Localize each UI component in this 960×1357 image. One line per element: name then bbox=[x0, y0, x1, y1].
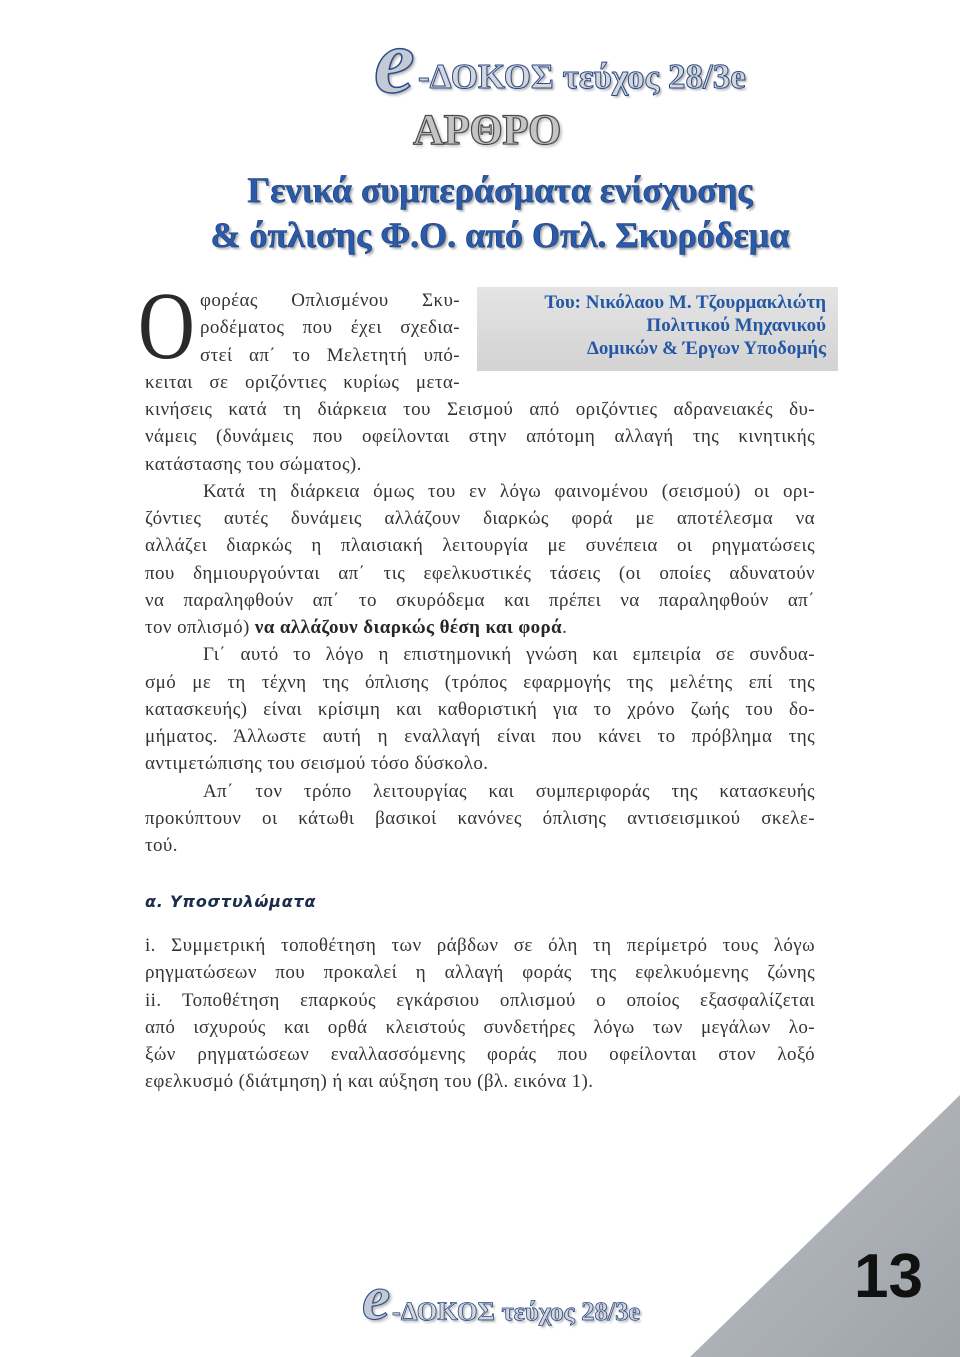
header-logo-mark: e bbox=[374, 10, 415, 112]
header-logo-text: -ΔΟΚΟΣ τεύχος 28/3e bbox=[418, 57, 746, 96]
article-title-line-2: & όπλισης Φ.Ο. από Οπλ. Σκυρόδεμα bbox=[210, 215, 790, 255]
body-text-line: Γι΄ αυτό το λόγο η επιστημονική γνώση και εμπειρία σε συνδυα- bbox=[203, 644, 815, 666]
body-text-line: αλλάζει διαρκώς η πλαισιακή λειτουργία με συνέπεια οι ρηγματώσεις bbox=[145, 535, 815, 557]
body-text-line: που δημιουργούνται απ΄ τις εφελκυστικές τάσεις (οι οποίες αδυνατούν bbox=[145, 562, 815, 584]
body-text-line bbox=[145, 614, 815, 641]
body-text-line: προκύπτουν οι κάτωθι βασικοί κανόνες όπλισης αντισεισμικού σκελε- bbox=[145, 807, 815, 829]
author-specialty: Δομικών & Έργων Υποδομής bbox=[586, 338, 826, 359]
article-title-line-1: Γενικά συμπεράσματα ενίσχυσης bbox=[247, 170, 753, 210]
section-label: ΑΡΘΡΟ bbox=[413, 107, 561, 154]
body-text-line: ροδέματος που έχει σχεδια- bbox=[200, 317, 460, 339]
subsection-heading: α. Υποστυλώματα bbox=[145, 892, 317, 911]
body-text-line: φορέας Οπλισμένου Σκυ- bbox=[200, 290, 460, 311]
footer-logo-mark: e bbox=[362, 1262, 391, 1333]
body-text-line: τού. bbox=[145, 835, 178, 856]
body-text-line: αντιμετώπισης του σεισμού τόσο δύσκολο. bbox=[145, 753, 489, 775]
body-text-line: στεί απ΄ το Μελετητή υπό- bbox=[200, 344, 460, 366]
body-text-fragment: τον οπλισμό) bbox=[145, 617, 255, 638]
rules-list bbox=[145, 932, 815, 1096]
body-text-line: ζόντιες αυτές δυνάμεις αλλάζουν διαρκώς φορά με αποτέλεσμα να bbox=[145, 508, 815, 529]
article-title bbox=[40, 168, 960, 258]
author-title: Πολιτικού Μηχανικού bbox=[646, 315, 826, 336]
body-text-fragment: . bbox=[562, 617, 568, 638]
footer-logo-text: -ΔΟΚΟΣ τεύχος 28/3e bbox=[392, 1296, 641, 1326]
emphasized-text: να αλλάζουν διαρκώς θέση και φορά bbox=[254, 617, 563, 638]
body-text-line: μήματος. Άλλωστε αυτή η εναλλαγή είναι που κάνει το πρόβλημα της bbox=[145, 726, 815, 747]
body-text-line: κινήσεις κατά τη διάρκεια του Σεισμού από οριζόντιες αδρανειακές δυ- bbox=[145, 399, 815, 420]
list-text-line: i. Συμμετρική τοποθέτηση των ράβδων σε όλη τη περίμετρό τους λόγω bbox=[145, 935, 815, 956]
list-text-line: ρηγματώσεων που προκαλεί η αλλαγή φοράς της εφελκυόμενης ζώνης bbox=[145, 962, 815, 984]
article-body bbox=[145, 287, 815, 859]
body-text-line: Κατά τη διάρκεια όμως του εν λόγω φαινομένου (σεισμού) οι ορι- bbox=[203, 480, 815, 502]
list-text-line: ii. Τοποθέτηση επαρκούς εγκάρσιου οπλισμού ο οποίος εξασφαλίζεται bbox=[145, 989, 815, 1011]
body-text-line: κατασκευής) είναι κρίσιμη και καθοριστική για το χρόνο ζωής του δο- bbox=[145, 698, 815, 720]
corner-triangle bbox=[690, 1095, 960, 1357]
body-text-line: να παραληφθούν απ΄ το σκυρόδεμα και πρέπει να παραληφθούν απ΄ bbox=[145, 589, 815, 611]
body-text-line: Απ΄ τον τρόπο λειτουργίας και συμπεριφοράς της κατασκευής bbox=[203, 780, 815, 802]
body-text-line: κατάστασης του σώματος). bbox=[145, 453, 362, 475]
author-byline: Του: Νικόλαου Μ. Τζουρμακλιώτη bbox=[544, 292, 826, 313]
list-text-line: ξών ρηγματώσεων εναλλασσόμενης φοράς που οφείλονται στον λοξό bbox=[145, 1044, 815, 1065]
list-text-line: από ισχυρούς και ορθά κλειστούς συνδετήρες λόγω των μεγάλων λο- bbox=[145, 1016, 815, 1038]
page-number: 13 bbox=[854, 1242, 923, 1311]
body-text-line: κειται σε οριζόντιες κυρίως μετα- bbox=[145, 371, 460, 393]
drop-cap: Ο bbox=[138, 272, 195, 379]
body-text-line: σμό με τη τέχνη της όπλισης (τρόπος εφαρμογής της μελέτης επί της bbox=[145, 671, 815, 693]
body-text-line: νάμεις (δυνάμεις που οφείλονται στην απότομη αλλαγή της κινητικής bbox=[145, 426, 815, 448]
list-text-line: εφελκυσμό (διάτμηση) ή και αύξηση του (βλ. εικόνα 1). bbox=[145, 1071, 594, 1093]
